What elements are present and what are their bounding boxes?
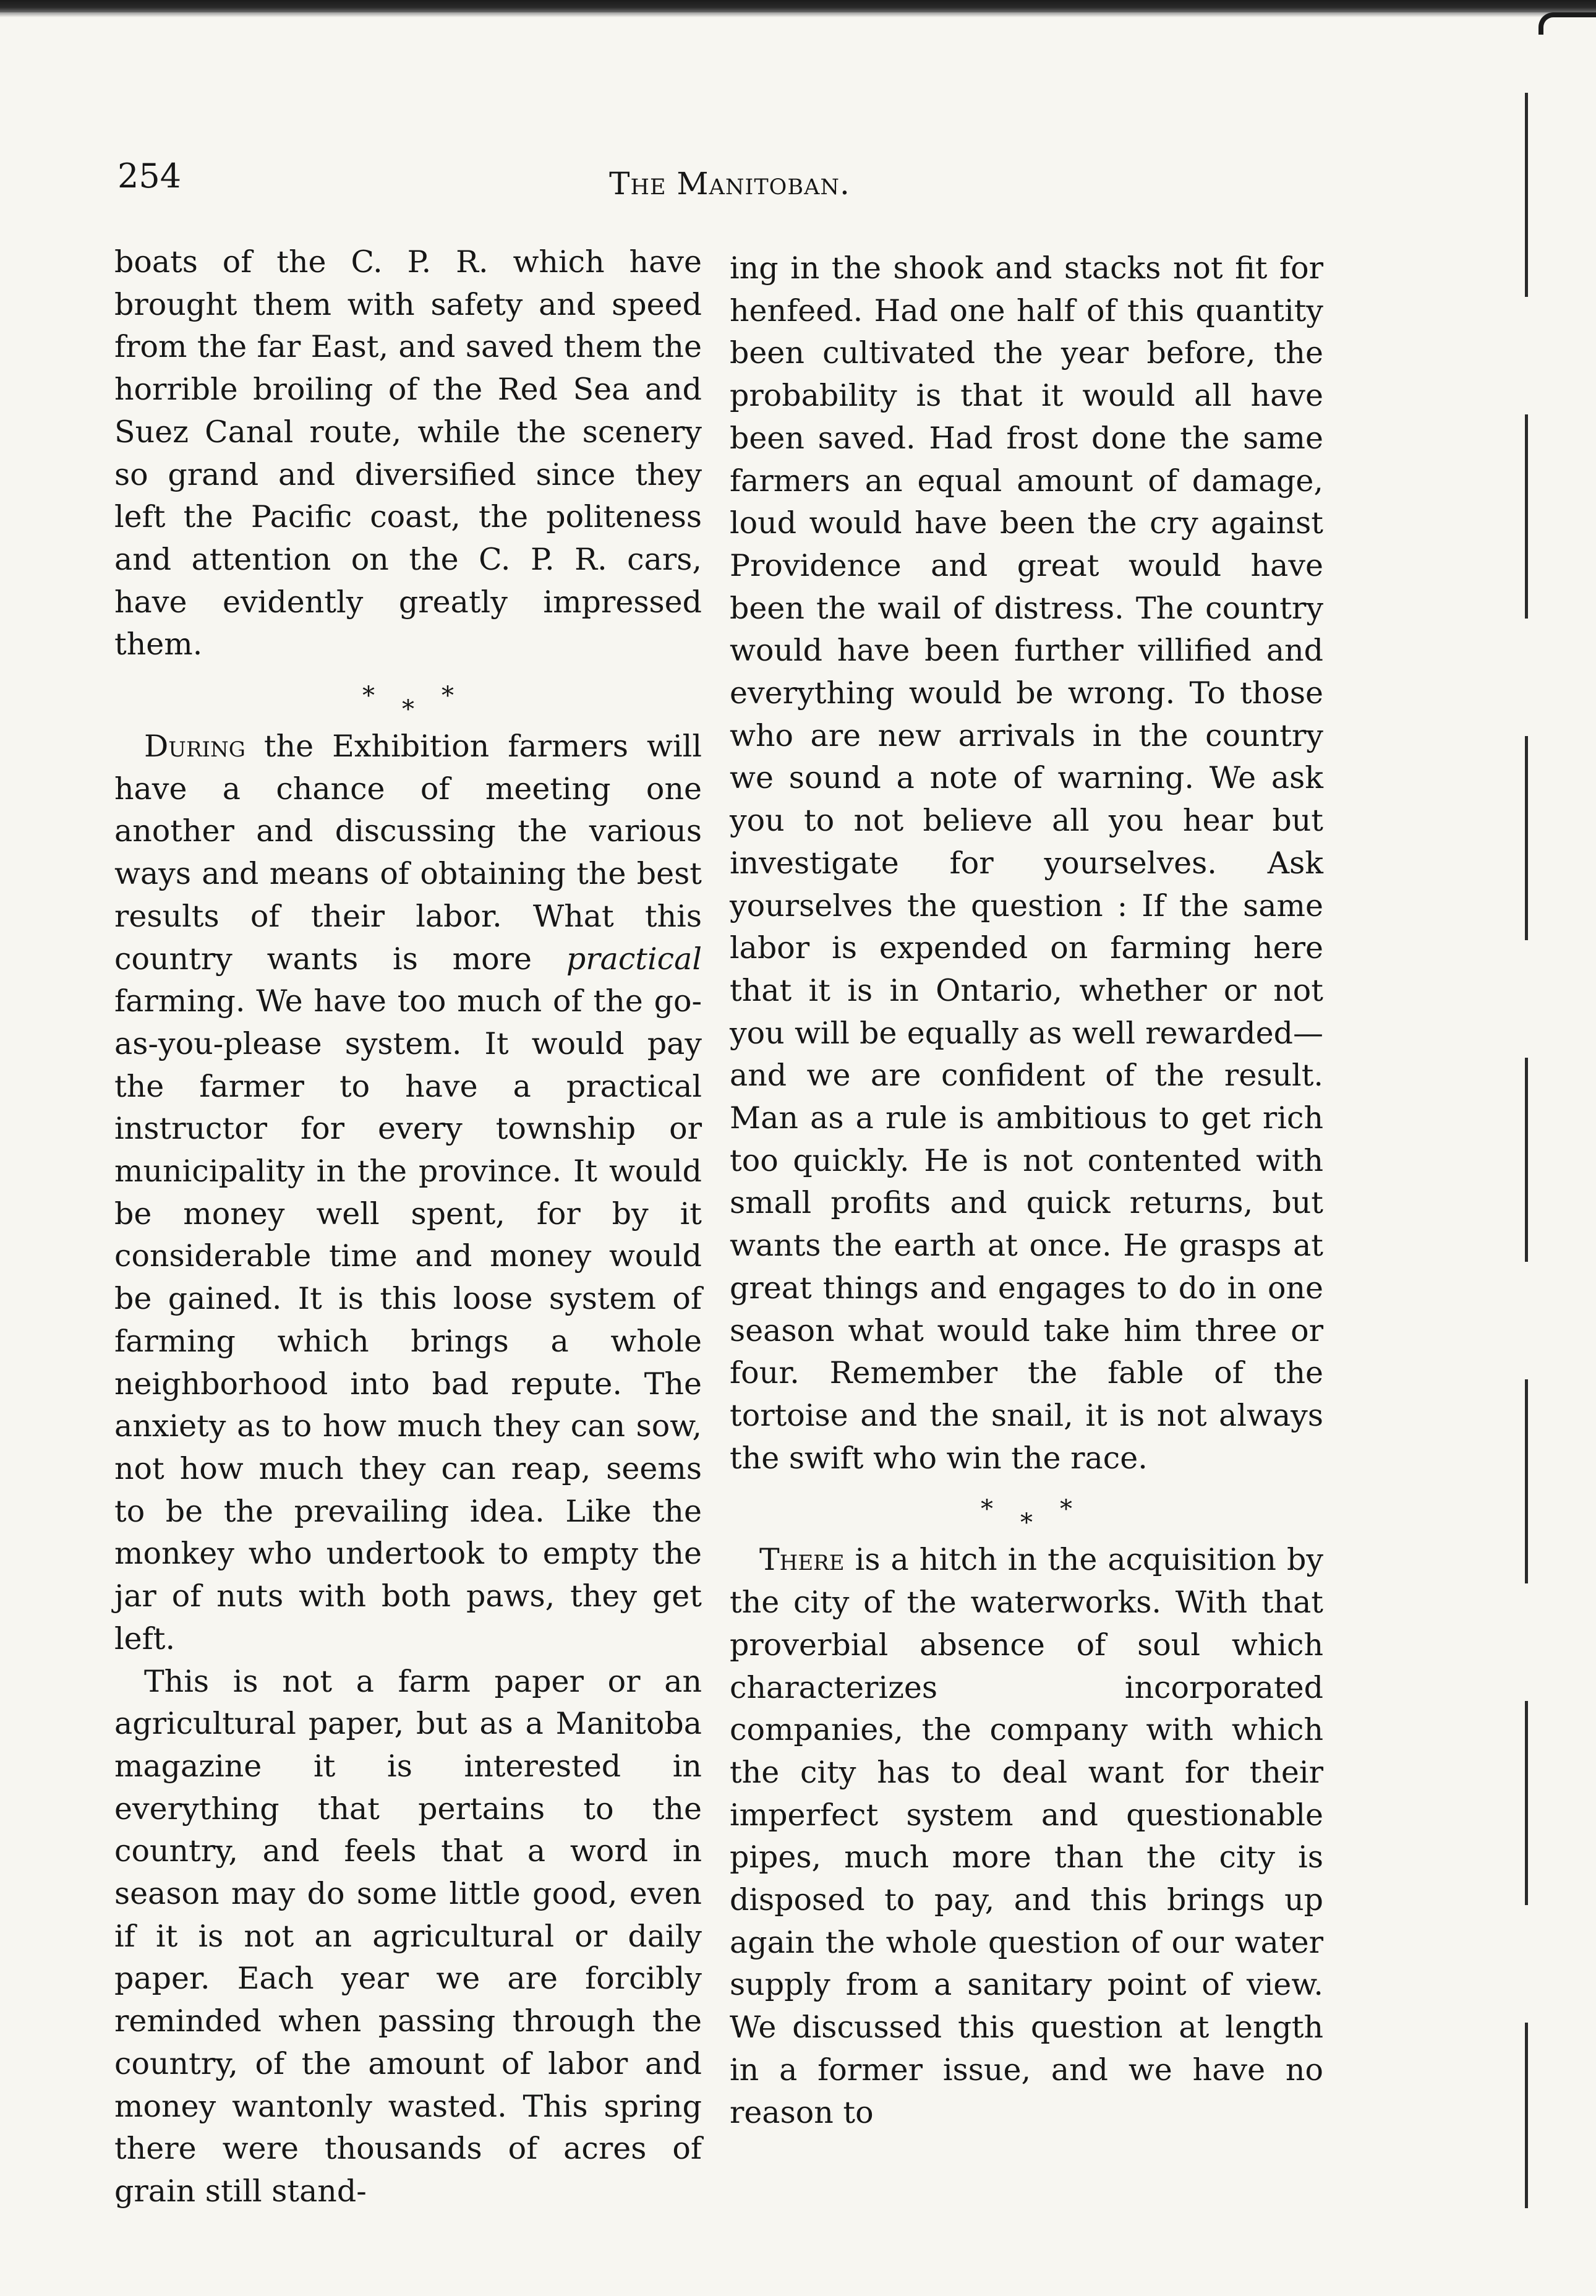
divider-star: *	[981, 1495, 993, 1524]
page-edge-hook	[1538, 12, 1596, 35]
paragraph-text: the Exhibition farmers will have a chance of meeting one another and discussing the various ways and means of obtaining the best results of their labor. What this country wants is more	[114, 729, 702, 977]
paragraph-text: farming. We have too much of the go-as-you-please system. It would pay the farmer to have a practical instructor for every township or municipality in the province. It would be money well spent, for by it considerable time and money would be gained. It is this loose system of farming which brings a whole neighborhood into bad repute. The anxiety as to how much they can sow, not how much they can reap, seems to be the prevailing idea. Like the monkey who undertook to empty the jar of nuts with both paws, they get left.	[114, 983, 702, 1656]
top-border-shadow	[0, 12, 1596, 17]
section-divider-stars	[114, 666, 702, 726]
divider-star: *	[402, 695, 414, 724]
left-column	[114, 241, 702, 2213]
italic-word: practical	[566, 941, 702, 977]
right-paragraph-1: ing in the shook and stacks not fit for henfeed. Had one half of this quantity been cultivated the year before, the probability is that it would all have been saved. Had frost done the same farmers an equal amount of damage, loud would have been the cry against Providence and great would have been the wail of distress. The country would have been further villified and everything would be wrong. To those who are new arrivals in the country we sound a note of warning. We ask you to not believe all you hear but investigate for yourselves. Ask yourselves the question : If the same labor is expended on farming here that it is in Ontario, whether or not you will be equally as well rewarded—and we are confident of the result. Man as a rule is ambitious to get rich too quickly. He is not contented with small profits and quick returns, but wants the earth at once. He grasps at great things and engages to do in one season what would take him three or four. Remember the fable of the tortoise and the snail, it is not always the swift who win the race.	[730, 251, 1323, 1476]
running-head: The Manitoban.	[609, 166, 850, 202]
paragraph-lead-word: There	[759, 1542, 845, 1578]
page-edge-line	[1525, 93, 1528, 2208]
right-column	[730, 247, 1323, 2134]
divider-star: *	[442, 682, 454, 711]
top-border-rule	[0, 0, 1596, 12]
left-paragraph-3: This is not a farm paper or an agricultural paper, but as a Manitoba magazine it is interested in everything that pertains to the country, and feels that a word in season may do some little good, even if it is not an agricultural or daily paper. Each year we are forcibly reminded when passing through the country, of the amount of labor and money wantonly wasted. This spring there were thousands of acres of grain still stand-	[114, 1663, 702, 2209]
right-paragraph-2	[730, 1539, 1323, 2134]
section-divider-stars	[730, 1480, 1323, 1539]
paragraph-lead-word: During	[144, 729, 245, 765]
divider-star: *	[1020, 1509, 1033, 1538]
paragraph-text: is a hitch in the acquisition by the city of the waterworks. With that proverbial absence of soul which characterizes incorporated companies, the company with which the city has to deal want for their imperfect system and questionable pipes, much more than the city is disposed to pay, and this brings up again the whole question of our water supply from a sanitary point of view. We discussed this question at length in a former issue, and we have no reason to	[730, 1542, 1323, 2130]
divider-star: *	[362, 682, 375, 711]
left-paragraph-2	[114, 726, 702, 1660]
divider-star: *	[1060, 1495, 1072, 1524]
left-paragraph-1: boats of the C. P. R. which have brought them with safety and speed from the far East, and saved them the horrible broiling of the Red Sea and Suez Canal route, while the scenery so grand and diversified since they left the Pacific coast, the politeness and attention on the C. P. R. cars, have evidently greatly impressed them.	[114, 244, 702, 662]
page-number: 254	[117, 156, 182, 195]
